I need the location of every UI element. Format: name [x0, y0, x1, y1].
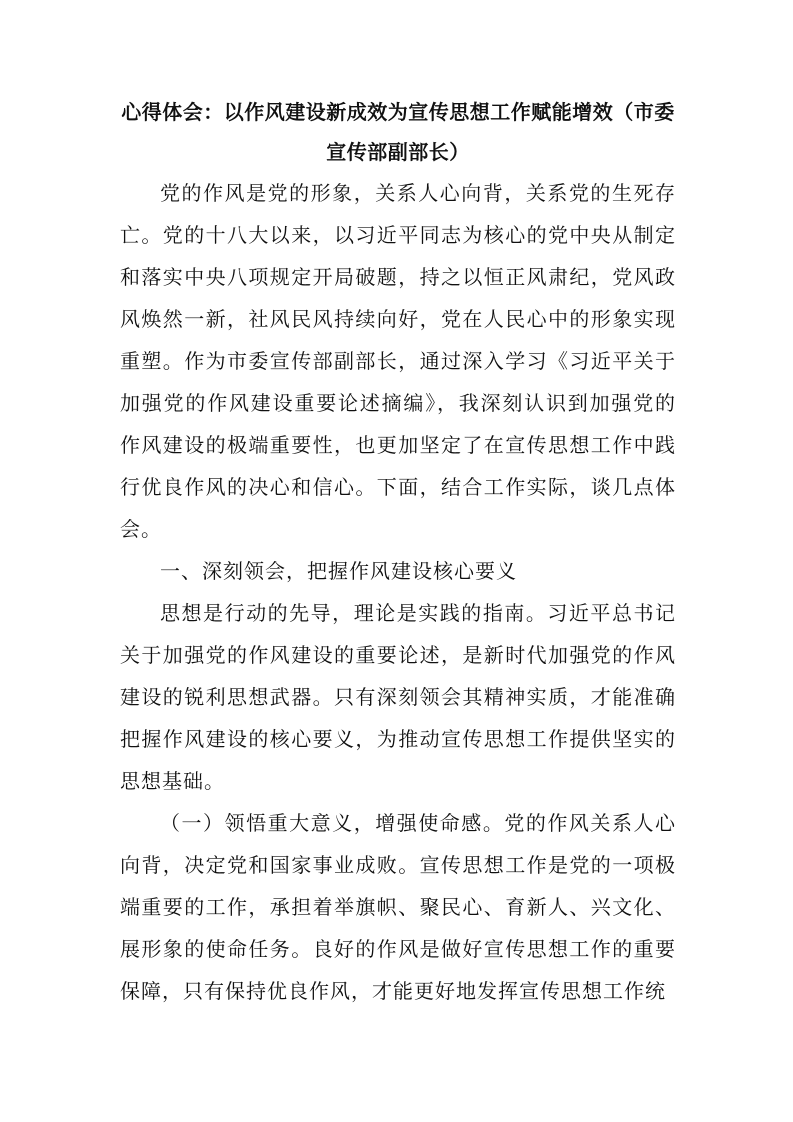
document-title: 心得体会：以作风建设新成效为宣传思想工作赋能增效（市委宣传部副部长） — [121, 100, 675, 164]
paragraph-intro: 党的作风是党的形象，关系人心向背，关系党的生死存亡。党的十八大以来，以习近平同志为核心的党中央从制定和落实中央八项规定开局破题，持之以恒正风肃纪，党风政风焕然一新，社风民风持续向好，党在人民心中的形象实现重塑。作为市委宣传部副部长，通过深入学习《习近平关于加强党的作风建设重要论述摘编》，我深刻认识到加强党的作风建设的极端重要性，也更加坚定了在宣传思想工作中践行优良作风的决心和信心。下面，结合工作实际，谈几点体会。 — [120, 181, 676, 541]
paragraph-subsection-1: （一）领悟重大意义，增强使命感。党的作风关系人心向背，决定党和国家事业成败。宣传思想工作是党的一项极端重要的工作，承担着举旗帜、聚民心、育新人、兴文化、展形象的使命任务。良好的作风是做好宣传思想工作的重要保障，只有保持优良作风，才能更好地发挥宣传思想工作统 — [120, 811, 676, 1003]
paragraph-section-1: 思想是行动的先导，理论是实践的指南。习近平总书记关于加强党的作风建设的重要论述，是新时代加强党的作风建设的锐利思想武器。只有深刻领会其精神实质，才能准确把握作风建设的核心要义，为推动宣传思想工作提供坚实的思想基础。 — [120, 601, 676, 793]
document-body — [120, 172, 676, 1012]
section-heading-1: 一、深刻领会，把握作风建设核心要义 — [160, 559, 517, 583]
